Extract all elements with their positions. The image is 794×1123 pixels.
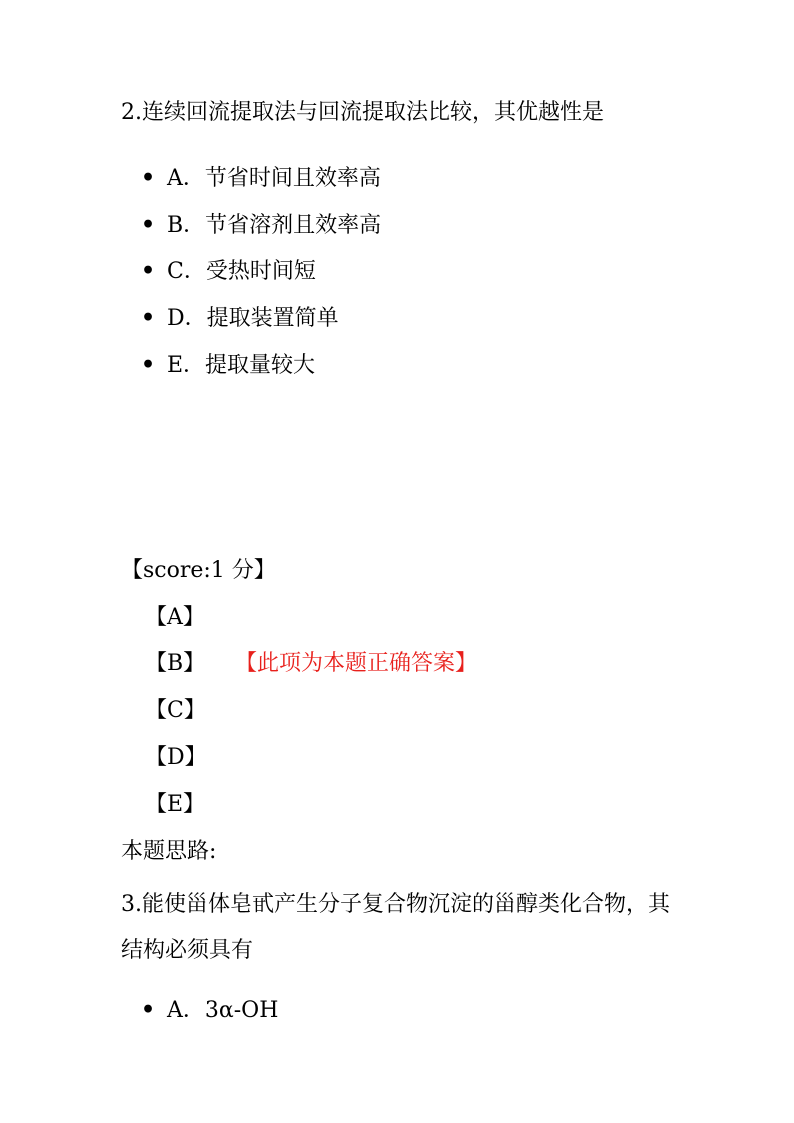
bullet-icon: • [141,165,156,191]
answer-a: 【A】 [145,605,205,630]
bullet-icon: • [141,352,156,378]
answer-b: 【B】 [145,651,206,676]
bullet-icon: • [141,305,156,331]
option-c-text: C．受热时间短 [167,259,316,284]
answer-d: 【D】 [145,745,207,770]
question-3-title: 3.能使甾体皂甙产生分子复合物沉淀的甾醇类化合物，其结构必须具有 [121,892,670,963]
option-e [141,349,315,382]
option-e-text: E．提取量较大 [167,353,316,378]
option-d-text: D．提取装置简单 [167,306,339,331]
answer-c: 【C】 [145,698,206,723]
score-label: 【score:1 分】 [121,558,276,583]
thought-label: 本题思路: [121,839,217,864]
q3-option-a-text: A．3α-OH [167,998,279,1023]
option-b-text: B．节省溶剂且效率高 [167,213,382,238]
answer-e: 【E】 [145,792,206,817]
bullet-icon: • [141,997,156,1023]
q3-option-a [141,994,278,1027]
bullet-icon: • [141,258,156,284]
option-a-text: A．节省时间且效率高 [167,166,381,191]
option-c [141,255,316,288]
bullet-icon: • [141,212,156,238]
option-a [141,162,381,195]
question-2-title: 2.连续回流提取法与回流提取法比较，其优越性是 [121,100,604,125]
correct-answer-marker: 【此项为本题正确答案】 [235,651,478,676]
option-b [141,209,381,242]
option-d [141,302,339,335]
